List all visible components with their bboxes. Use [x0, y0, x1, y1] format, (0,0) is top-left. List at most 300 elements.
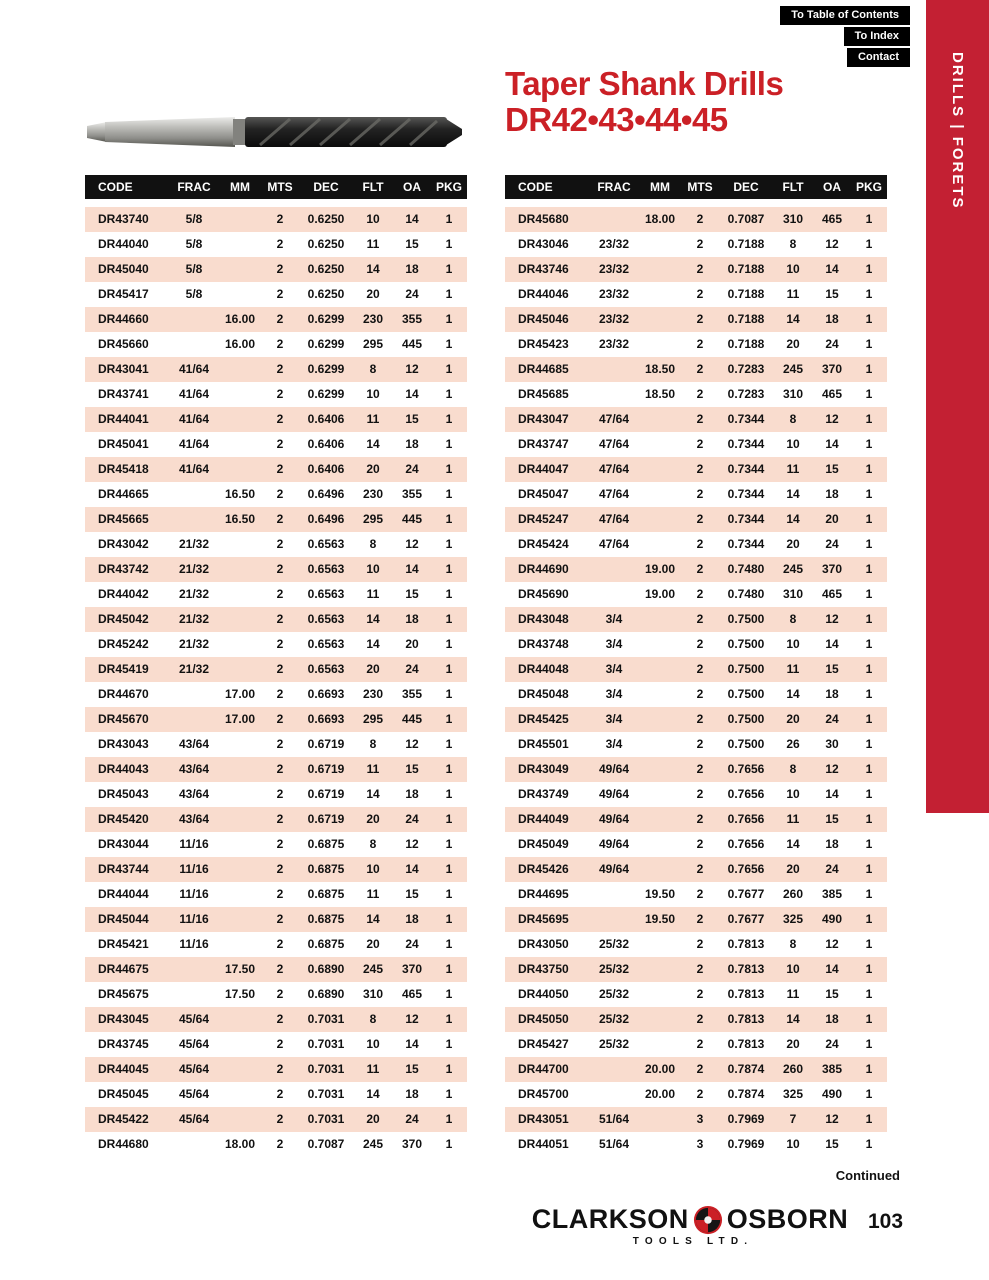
table-cell: 1 [445, 362, 453, 376]
table-cell: 14 [366, 787, 380, 801]
table-cell [639, 1132, 681, 1157]
table-cell: 1 [865, 587, 873, 601]
table-cell: 18 [825, 687, 839, 701]
table-cell: 24 [825, 537, 839, 551]
table-cell: 2 [696, 887, 704, 901]
table-cell: 2 [276, 562, 284, 576]
table-row [505, 382, 887, 407]
table-cell: 47/64 [598, 437, 630, 451]
table-row [505, 832, 887, 857]
table-cell: 0.7500 [727, 612, 765, 626]
table-cell: 2 [696, 412, 704, 426]
table-cell: 14 [366, 437, 380, 451]
table-cell: 385 [821, 1062, 843, 1076]
page-title [505, 66, 783, 139]
table-cell: 0.6299 [307, 362, 345, 376]
table-cell: 20 [366, 812, 380, 826]
table-cell: 1 [445, 862, 453, 876]
table-cell: 465 [401, 987, 423, 1001]
table-cell: 0.6890 [307, 962, 345, 976]
table-cell: 1 [865, 687, 873, 701]
table-cell: 2 [696, 862, 704, 876]
table-cell: 2 [276, 1037, 284, 1051]
table-cell: 2 [276, 737, 284, 751]
table-row [505, 807, 887, 832]
table-row [85, 907, 467, 932]
table-cell: 24 [825, 337, 839, 351]
brand-subtitle: TOOLS LTD. [632, 1236, 754, 1247]
table-cell: 18 [405, 262, 419, 276]
table-cell: 3/4 [605, 737, 623, 751]
table-cell [639, 707, 681, 732]
table-cell: 0.6693 [307, 712, 345, 726]
table-cell: 11 [366, 762, 380, 776]
table-row [85, 457, 467, 482]
table-cell: 385 [821, 887, 843, 901]
table-cell: 0.7283 [727, 362, 765, 376]
table-cell: 2 [276, 237, 284, 251]
table-cell: 2 [276, 712, 284, 726]
table-row [85, 657, 467, 682]
table-cell: 1 [865, 787, 873, 801]
table-cell [169, 332, 219, 357]
table-cell: 14 [366, 912, 380, 926]
table-cell: DR45242 [98, 637, 149, 651]
table-cell: 1 [865, 762, 873, 776]
table-cell: 1 [445, 987, 453, 1001]
table-cell: 24 [825, 1037, 839, 1051]
nav-button-table-of-contents[interactable]: To Table of Contents [780, 6, 910, 25]
table-cell: 20 [366, 287, 380, 301]
table-cell: 14 [825, 637, 839, 651]
table-cell: 21/32 [178, 662, 210, 676]
table-cell: 12 [405, 362, 419, 376]
table-cell: 1 [865, 612, 873, 626]
table-cell [219, 1032, 261, 1057]
table-cell: 1 [445, 1112, 453, 1126]
table-cell: 12 [825, 762, 839, 776]
table-cell: 10 [366, 862, 380, 876]
table-cell: 51/64 [598, 1137, 630, 1151]
table-cell: 2 [276, 487, 284, 501]
table-cell: 47/64 [598, 512, 630, 526]
table-cell [639, 807, 681, 832]
table-cell: 325 [782, 1087, 804, 1101]
table-cell [639, 1032, 681, 1057]
table-cell: 1 [445, 637, 453, 651]
table-row [85, 957, 467, 982]
table-row [505, 707, 887, 732]
table-cell [639, 507, 681, 532]
table-cell [219, 607, 261, 632]
table-cell: DR43740 [98, 212, 149, 226]
table-cell [639, 407, 681, 432]
table-cell: 12 [825, 937, 839, 951]
table-cell: 445 [401, 712, 423, 726]
table-cell: DR44680 [98, 1137, 149, 1151]
table-row [505, 457, 887, 482]
table-cell: 18 [405, 1087, 419, 1101]
table-cell: DR43049 [518, 762, 569, 776]
table-cell: 15 [405, 762, 419, 776]
table-cell: 230 [362, 487, 384, 501]
table-cell [639, 632, 681, 657]
table-cell: 21/32 [178, 562, 210, 576]
table-cell [219, 857, 261, 882]
table-cell: 23/32 [598, 262, 630, 276]
table-cell: DR45043 [98, 787, 149, 801]
table-cell: 2 [696, 237, 704, 251]
table-cell: 24 [405, 662, 419, 676]
table-cell: 45/64 [178, 1112, 210, 1126]
table-row [505, 857, 887, 882]
table-cell: 0.7969 [727, 1112, 765, 1126]
table-cell: DR45501 [518, 737, 569, 751]
table-cell: 0.7031 [307, 1012, 345, 1026]
table-row [505, 932, 887, 957]
table-cell: 310 [782, 587, 804, 601]
table-row [85, 207, 467, 232]
continued-note: Continued [835, 1168, 900, 1183]
table-cell [169, 682, 219, 707]
table-cell: 2 [696, 737, 704, 751]
table-cell: 370 [401, 962, 423, 976]
table-cell: 49/64 [598, 837, 630, 851]
table-cell: 2 [276, 1062, 284, 1076]
table-cell [589, 207, 639, 232]
table-cell: 8 [789, 762, 797, 776]
table-cell: 24 [405, 812, 419, 826]
table-cell: 445 [401, 337, 423, 351]
table-cell: 0.6406 [307, 412, 345, 426]
table-cell: 2 [276, 637, 284, 651]
table-cell: 24 [825, 712, 839, 726]
table-cell: 1 [445, 687, 453, 701]
table-cell: 0.6250 [307, 237, 345, 251]
table-cell [639, 332, 681, 357]
table-cell: DR44050 [518, 987, 569, 1001]
table-cell: 0.6890 [307, 987, 345, 1001]
table-cell: DR45418 [98, 462, 149, 476]
table-cell: 8 [789, 237, 797, 251]
table-cell: 1 [865, 262, 873, 276]
table-cell: 1 [865, 1112, 873, 1126]
table-cell [219, 457, 261, 482]
table-cell: 15 [405, 237, 419, 251]
table-cell: 10 [786, 637, 800, 651]
table-cell: 2 [696, 1012, 704, 1026]
table-cell: DR44047 [518, 462, 569, 476]
table-cell: 1 [445, 1087, 453, 1101]
column-header: PKG [435, 180, 462, 194]
table-cell: 1 [865, 1037, 873, 1051]
table-cell: DR45695 [518, 912, 569, 926]
table-row [505, 1057, 887, 1082]
table-row [505, 632, 887, 657]
table-cell: 0.6406 [307, 437, 345, 451]
table-row [85, 632, 467, 657]
table-cell: 2 [696, 287, 704, 301]
table-cell: DR45690 [518, 587, 569, 601]
table-cell: DR43748 [518, 637, 569, 651]
table-cell: 47/64 [598, 412, 630, 426]
table-cell: DR43051 [518, 1112, 569, 1126]
brand-logo-icon [693, 1205, 723, 1235]
table-cell: 14 [366, 1087, 380, 1101]
table-cell: 1 [445, 837, 453, 851]
table-cell [639, 607, 681, 632]
nav-buttons [780, 6, 910, 67]
table-cell: DR43043 [98, 737, 149, 751]
table-cell: 1 [865, 462, 873, 476]
table-cell: 18.50 [644, 362, 676, 376]
table-cell: 1 [865, 312, 873, 326]
table-cell: 325 [782, 912, 804, 926]
table-body [85, 207, 467, 1157]
column-header: FRAC [177, 180, 211, 194]
table-cell: 0.7677 [727, 912, 765, 926]
table-cell: 18 [825, 487, 839, 501]
table-cell [639, 482, 681, 507]
table-cell: 41/64 [178, 362, 210, 376]
table-cell [219, 807, 261, 832]
table-cell: 43/64 [178, 762, 210, 776]
table-cell [219, 782, 261, 807]
table-cell: DR44660 [98, 312, 149, 326]
table-cell: 25/32 [598, 1012, 630, 1026]
table-cell: 2 [696, 487, 704, 501]
table-cell: 11 [366, 887, 380, 901]
table-row [85, 232, 467, 257]
table-cell: 1 [445, 262, 453, 276]
table-cell: 20 [786, 337, 800, 351]
table-cell [219, 757, 261, 782]
table-cell: 1 [865, 562, 873, 576]
table-cell: DR45049 [518, 837, 569, 851]
table-cell: 0.7344 [727, 437, 765, 451]
section-tab[interactable] [926, 0, 989, 813]
table-cell: 3/4 [605, 712, 623, 726]
table-cell: 0.6719 [307, 812, 345, 826]
table-row [505, 532, 887, 557]
table-cell: 14 [405, 1037, 419, 1051]
table-cell: 5/8 [185, 287, 203, 301]
table-cell [219, 882, 261, 907]
table-cell [219, 257, 261, 282]
table-cell: 1 [865, 1137, 873, 1151]
table-cell: 0.6719 [307, 737, 345, 751]
table-cell: DR44040 [98, 237, 149, 251]
table-row [85, 1132, 467, 1157]
table-cell: 0.7188 [727, 262, 765, 276]
table-cell: 18.00 [644, 212, 676, 226]
table-row [85, 357, 467, 382]
table-cell: 310 [782, 212, 804, 226]
table-cell: 465 [821, 587, 843, 601]
table-cell: 1 [865, 662, 873, 676]
table-cell: 1 [865, 512, 873, 526]
table-cell [219, 357, 261, 382]
table-cell: 20 [786, 1037, 800, 1051]
table-cell: 1 [865, 487, 873, 501]
table-cell: 41/64 [178, 462, 210, 476]
table-body [505, 207, 887, 1157]
table-cell: 16.00 [224, 312, 256, 326]
table-cell: 0.7656 [727, 862, 765, 876]
table-cell: 49/64 [598, 787, 630, 801]
table-cell: 18 [825, 312, 839, 326]
table-cell: 12 [825, 1112, 839, 1126]
table-cell: 2 [276, 587, 284, 601]
table-cell: 1 [865, 237, 873, 251]
table-cell: 14 [825, 262, 839, 276]
table-cell: 465 [821, 387, 843, 401]
table-cell: 1 [865, 212, 873, 226]
table-cell: 1 [445, 412, 453, 426]
table-cell: 445 [401, 512, 423, 526]
table-cell: 0.6299 [307, 312, 345, 326]
table-row [85, 482, 467, 507]
table-cell: 2 [696, 687, 704, 701]
table-cell: 370 [821, 362, 843, 376]
table-cell [219, 832, 261, 857]
table-cell: 43/64 [178, 787, 210, 801]
table-cell: DR44049 [518, 812, 569, 826]
table-row [505, 907, 887, 932]
table-cell: 0.7500 [727, 687, 765, 701]
table-row [85, 332, 467, 357]
table-cell: 2 [276, 1137, 284, 1151]
table-cell: 1 [865, 887, 873, 901]
table-cell: 12 [825, 412, 839, 426]
table-cell: 11/16 [179, 862, 209, 876]
table-row [505, 782, 887, 807]
table-cell: DR43749 [518, 787, 569, 801]
table-cell: 2 [696, 787, 704, 801]
table-row [505, 357, 887, 382]
table-row [505, 1132, 887, 1157]
table-cell: 20 [786, 712, 800, 726]
table-cell: 2 [696, 512, 704, 526]
table-cell: 0.6693 [307, 687, 345, 701]
table-cell: 2 [696, 712, 704, 726]
table-cell: 2 [696, 337, 704, 351]
table-cell: 0.7188 [727, 287, 765, 301]
nav-button-index[interactable]: To Index [844, 27, 910, 46]
table-cell: 8 [369, 737, 377, 751]
table-row [85, 307, 467, 332]
table-cell [169, 707, 219, 732]
table-cell [639, 232, 681, 257]
table-cell: 2 [696, 637, 704, 651]
table-cell: 2 [276, 362, 284, 376]
table-cell [589, 882, 639, 907]
table-cell: 1 [445, 612, 453, 626]
table-cell: DR45424 [518, 537, 569, 551]
table-cell: DR45050 [518, 1012, 569, 1026]
table-cell [219, 557, 261, 582]
table-cell: 0.6406 [307, 462, 345, 476]
table-cell: 1 [445, 712, 453, 726]
table-cell: 45/64 [178, 1012, 210, 1026]
nav-button-contact[interactable]: Contact [847, 48, 910, 67]
table-cell: 0.6299 [307, 387, 345, 401]
column-header: OA [403, 180, 421, 194]
table-cell: 20 [366, 462, 380, 476]
table-row [505, 432, 887, 457]
table-cell: 0.7031 [307, 1112, 345, 1126]
table-cell: 17.50 [224, 987, 256, 1001]
table-cell: DR45040 [98, 262, 149, 276]
table-cell: 0.7500 [727, 662, 765, 676]
table-row [505, 482, 887, 507]
table-row [505, 757, 887, 782]
table-cell: 15 [405, 1062, 419, 1076]
table-cell: DR45426 [518, 862, 569, 876]
table-cell: 0.7087 [727, 212, 765, 226]
table-cell: 2 [276, 1012, 284, 1026]
table-cell: 12 [405, 1012, 419, 1026]
table-cell: 18 [405, 787, 419, 801]
table-row [505, 1082, 887, 1107]
table-cell: 47/64 [598, 537, 630, 551]
table-cell: 490 [821, 912, 843, 926]
table-cell: 0.7656 [727, 787, 765, 801]
table-cell [639, 532, 681, 557]
table-cell [639, 757, 681, 782]
table-cell: 0.6563 [307, 637, 345, 651]
table-cell: 8 [789, 937, 797, 951]
table-cell: 0.7344 [727, 462, 765, 476]
table-cell: DR43048 [518, 612, 569, 626]
table-cell: 0.7480 [727, 587, 765, 601]
table-row [85, 857, 467, 882]
table-cell [639, 957, 681, 982]
table-cell: 1 [865, 712, 873, 726]
table-cell: 12 [405, 837, 419, 851]
table-cell: 1 [865, 987, 873, 1001]
table-cell: DR44695 [518, 887, 569, 901]
table-cell: 21/32 [178, 612, 210, 626]
table-cell: 0.6496 [307, 487, 345, 501]
column-header: MTS [267, 180, 293, 194]
table-header [85, 175, 467, 199]
table-cell: 1 [865, 737, 873, 751]
table-cell: 0.6250 [307, 287, 345, 301]
table-cell: 0.7188 [727, 237, 765, 251]
table-cell [169, 982, 219, 1007]
table-cell: 10 [786, 962, 800, 976]
table-cell: 2 [696, 1037, 704, 1051]
table-row [85, 382, 467, 407]
table-cell: 1 [865, 1087, 873, 1101]
table-cell: 11/16 [179, 837, 209, 851]
table-cell: DR45425 [518, 712, 569, 726]
table-cell: 19.00 [644, 587, 676, 601]
table-cell: DR44042 [98, 587, 149, 601]
table-cell: 14 [786, 512, 800, 526]
table-cell: 0.7874 [727, 1062, 765, 1076]
table-cell: DR43742 [98, 562, 149, 576]
table-row [85, 782, 467, 807]
table-cell: 19.50 [644, 912, 676, 926]
table-cell: 14 [786, 1012, 800, 1026]
table-row [505, 607, 887, 632]
table-cell: DR45700 [518, 1087, 569, 1101]
table-cell: DR45048 [518, 687, 569, 701]
table-cell: 8 [789, 412, 797, 426]
table-cell: 0.7344 [727, 412, 765, 426]
